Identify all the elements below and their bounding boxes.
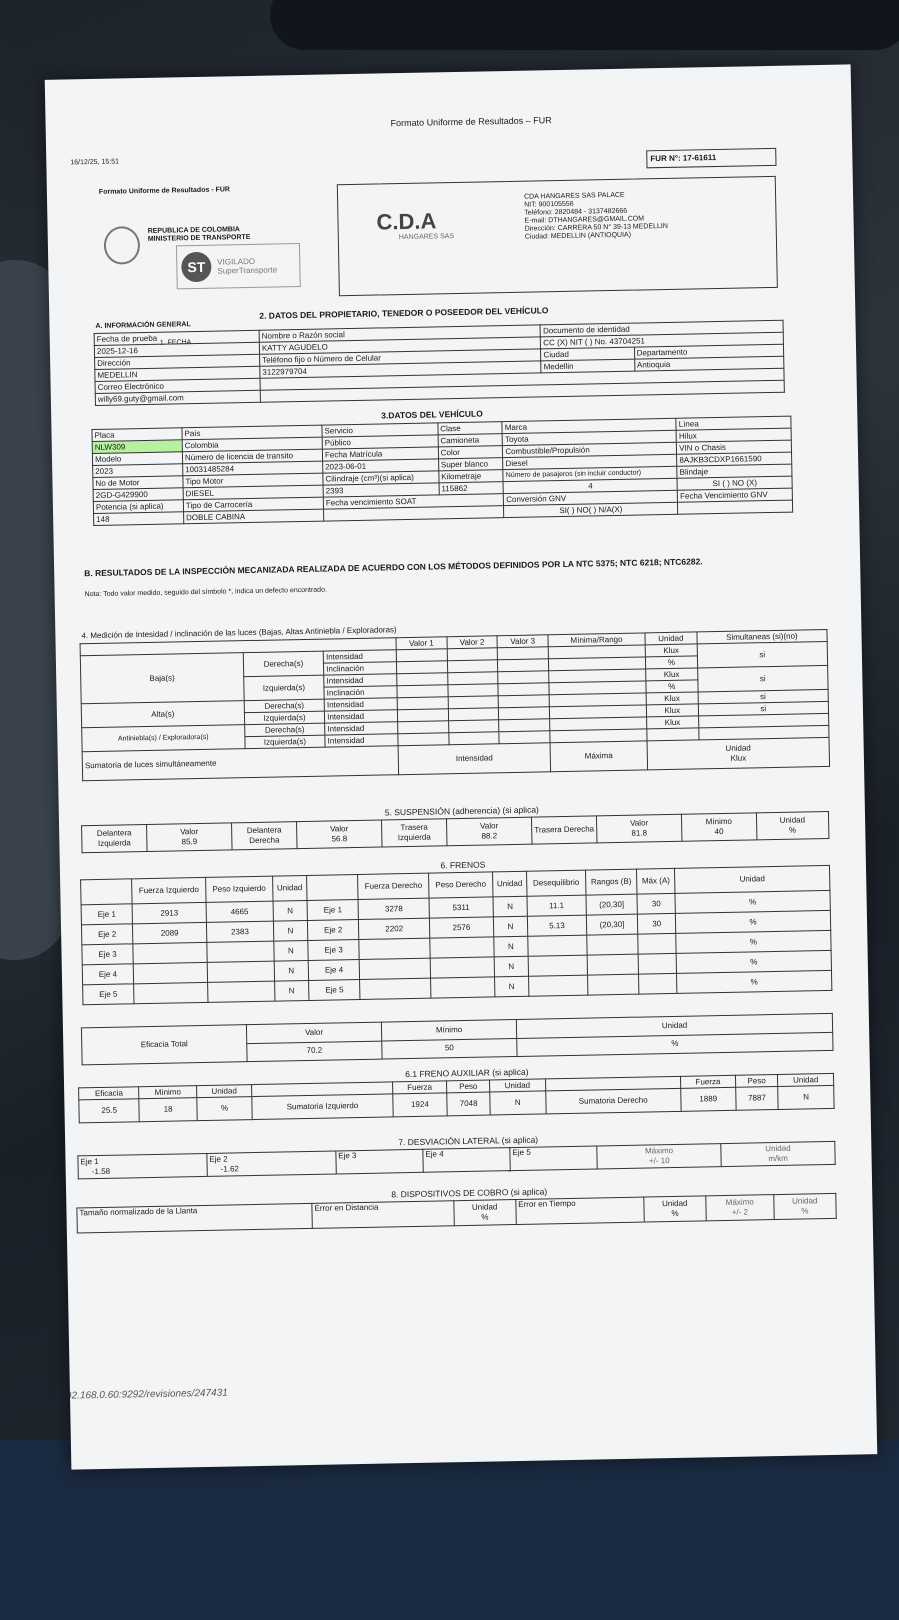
blank-cell <box>307 875 358 901</box>
aux-unidad-label: Unidad <box>778 1073 834 1086</box>
frenos-cell-eje: Eje 5 <box>83 984 134 1005</box>
gnv-label: Conversión GNV <box>504 490 678 505</box>
max-header: Máx (A) <box>637 868 675 894</box>
aux-n-der: N <box>778 1085 834 1109</box>
st-logo-icon <box>181 252 212 283</box>
desv-eje2 <box>207 1151 336 1176</box>
fuerza-der-value: 1889 <box>681 1087 736 1111</box>
valor-text: 81.8 <box>631 828 648 838</box>
frenos-cell-u2: N <box>493 916 528 937</box>
frenos-cell-eje2: Eje 5 <box>309 979 360 1000</box>
frenos-cell-u2: N <box>493 936 528 957</box>
unit-klux: Klux <box>646 692 698 705</box>
desv-maximo <box>597 1144 721 1169</box>
maximo-text: +/- 2 <box>731 1207 749 1217</box>
sum-klux-text: Klux <box>730 753 747 763</box>
frenos-cell-max <box>638 953 676 974</box>
sum-unidad-label <box>647 737 830 769</box>
frenos-cell-u2: N <box>494 976 529 997</box>
carroceria-value: DOBLE CABINA <box>183 509 323 524</box>
soat-label: Fecha vencimiento SOAT <box>323 494 504 509</box>
unidad-header: Unidad <box>272 875 307 901</box>
owner-section-title: 2. DATOS DEL PROPIETARIO, TENEDOR O POSEEDOR DEL VEHÍCULO <box>259 305 549 321</box>
frenos-cell-fd <box>359 938 430 959</box>
unidad-label: Unidad <box>791 1196 818 1206</box>
frenos-cell-pi: 4665 <box>206 901 273 922</box>
llanta-label: Tamaño normalizado de la Llanta <box>77 1203 312 1233</box>
frenos-cell-deseq: 5.13 <box>528 915 587 936</box>
luces-title: 4. Medición de Intesidad / inclinación de las luces (Bajas, Altas Antiniebla / Exploradoras) <box>81 625 397 641</box>
unidad-label: Unidad <box>662 1198 688 1209</box>
departamento-value: Antioquia <box>634 356 784 371</box>
frenos-table <box>80 865 832 1005</box>
altas-label: Alta(s) <box>81 701 244 728</box>
eje1-value: -1.58 <box>91 1166 111 1177</box>
unit-klux: Klux <box>645 644 697 657</box>
bajas-izquierda-label: Izquierda(s) <box>243 675 324 701</box>
suspension-unidad <box>756 811 829 839</box>
frenos-cell-deseq <box>529 975 588 996</box>
frenos-cell-pd <box>430 937 494 958</box>
eficacia-minimo-label: Mínimo <box>381 1019 516 1040</box>
tiempo-label: Error en Tiempo <box>516 1197 644 1224</box>
unit-pct: % <box>645 656 697 669</box>
unidad-text: m/km <box>768 1153 788 1164</box>
eje2-value: -1.62 <box>220 1164 240 1174</box>
print-date: 16/12/25, 15:51 <box>70 158 120 167</box>
fecha-section-title: 1. FECHA <box>159 339 192 347</box>
frenos-cell-u1: N <box>273 920 308 941</box>
combustible-value: Diesel <box>503 454 677 469</box>
dispositivos-title: 8. DISPOSITIVOS DE COBRO (si aplica) <box>391 1186 548 1200</box>
frenos-cell-pi: 2383 <box>207 921 274 942</box>
aux-unidad-value: % <box>196 1097 252 1121</box>
antiniebla-derecha-label: Derecha(s) <box>244 723 325 737</box>
unidad-text: % <box>801 1206 809 1216</box>
distancia-unidad <box>453 1200 516 1226</box>
aux-minimo-value: 18 <box>139 1098 197 1122</box>
delantera-izq-value <box>147 823 233 852</box>
supertransporte-logo <box>176 243 301 289</box>
frenos-cell-rango <box>586 934 638 955</box>
blindaje-label: Blindaje <box>677 464 792 478</box>
matricula-value: 2023-06-01 <box>323 459 439 473</box>
desv-unidad <box>721 1141 835 1166</box>
matricula-label: Fecha Matrícula <box>322 447 438 461</box>
cda-logo: C.D.A <box>376 208 437 235</box>
unidad-label: Unidad <box>471 1202 498 1212</box>
frenos-cell-eje: Eje 3 <box>82 944 133 965</box>
section-a-title: A. INFORMACIÓN GENERAL <box>95 321 191 330</box>
vehicle-section-title: 3.DATOS DEL VEHÍCULO <box>381 408 483 421</box>
dispositivos-maximo <box>706 1195 774 1221</box>
fur-number-box <box>646 148 776 168</box>
valor-label: Valor <box>629 818 649 828</box>
frenos-cell-rango <box>587 954 639 975</box>
documento-label: Documento de identidad <box>540 320 783 337</box>
sum-intensidad-label: Intensidad <box>398 743 550 775</box>
section-b-title: B. RESULTADOS DE LA INSPECCIÓN MECANIZADA REALIZADA DE ACUERDO CON LOS MÉTODOS DEFINIDOS POR LA NTC 5375; NTC 6218; NTC6282. <box>84 556 703 579</box>
cda-nit: NIT: 900105556 <box>524 200 574 209</box>
maximo-label: Máximo <box>725 1197 754 1207</box>
nombre-label: Nombre o Razón social <box>259 325 541 342</box>
linea-value: Hilux <box>676 428 791 442</box>
eficacia-total-table <box>81 1013 834 1065</box>
republica-text: REPUBLICA DE COLOMBIA <box>147 226 241 235</box>
trasera-der-value <box>596 814 682 843</box>
frenos-cell-max: 30 <box>638 913 676 934</box>
unit-klux: Klux <box>647 716 699 729</box>
frenos-cell-unidad: % <box>676 950 831 973</box>
valor-text: 88.2 <box>481 831 498 841</box>
eficacia-valor: 70.2 <box>247 1041 382 1062</box>
intensidad-label: Intensidad <box>325 734 398 747</box>
placa-value: NLW309 <box>92 440 182 454</box>
desequilibrio-header: Desequilibrio <box>527 870 586 896</box>
intensidad-label: Intensidad <box>325 722 398 735</box>
linea-label: Línea <box>676 416 791 430</box>
frenos-cell-rango <box>587 974 639 995</box>
valor-text: 85.9 <box>181 837 198 847</box>
aux-peso-label: Peso <box>447 1080 490 1093</box>
eje1-label: Eje 1 <box>80 1157 99 1167</box>
tipo-motor-label: Tipo Motor <box>183 473 323 488</box>
bajas-label: Baja(s) <box>80 653 244 704</box>
desv-eje4: Eje 4 <box>423 1148 511 1173</box>
altas-derecha-label: Derecha(s) <box>244 699 325 713</box>
frenos-cell-eje2: Eje 1 <box>307 899 358 920</box>
unidad-text: % <box>788 825 797 835</box>
frenos-cell-fi: 2089 <box>132 922 206 943</box>
frenos-cell-max: 30 <box>637 893 675 914</box>
modelo-label: Modelo <box>92 452 182 466</box>
frenos-cell-deseq: 11.1 <box>527 895 586 916</box>
intensidad-label: Intensidad <box>325 710 398 723</box>
frenos-rows <box>81 890 832 1004</box>
frenos-cell-eje2: Eje 3 <box>308 939 359 960</box>
frenos-cell-u1: N <box>273 940 308 961</box>
frenos-cell-fd <box>360 978 431 999</box>
frenos-cell-eje: Eje 2 <box>81 924 132 945</box>
pais-value: Colombia <box>182 437 322 452</box>
frenos-cell-u2: N <box>493 896 528 917</box>
frenos-cell-deseq <box>528 935 587 956</box>
kilometraje-label: Kilometraje <box>439 470 504 483</box>
tiempo-unidad <box>644 1196 707 1222</box>
frenos-cell-rango: (20,30] <box>586 914 638 935</box>
frenos-cell-pd: 2576 <box>430 917 494 938</box>
potencia-label: Potencia (si aplica) <box>93 500 183 514</box>
aux-unidad-label: Unidad <box>489 1079 545 1092</box>
licencia-label: Número de licencia de transito <box>182 449 322 464</box>
cda-telefono: Teléfono: 2820484 - 3137482666 <box>524 207 628 217</box>
clase-value: Camioneta <box>438 434 503 447</box>
frenos-cell-eje2: Eje 2 <box>308 919 359 940</box>
blank-cell <box>323 506 504 521</box>
fecha-prueba-label: Fecha de prueba <box>94 330 259 345</box>
frenos-cell-eje: Eje 4 <box>82 964 133 985</box>
marca-value: Toyota <box>502 430 676 445</box>
clase-label: Clase <box>438 422 503 435</box>
vehicle-table <box>91 416 793 526</box>
document-title: Formato Uniforme de Resultados – FUR <box>390 115 552 129</box>
peso-izq-header: Peso Izquierdo <box>206 876 273 902</box>
unidad-header: Unidad <box>645 632 697 645</box>
frenos-cell-unidad: % <box>675 890 830 913</box>
eficacia-unidad: % <box>517 1032 833 1057</box>
blindaje-value: SI ( ) NO (X) <box>677 476 792 490</box>
cda-ciudad: Ciudad: MEDELLIN (ANTIOQUIA) <box>524 231 632 241</box>
marca-label: Marca <box>502 418 676 433</box>
section-b-note: Nota: Todo valor medido, seguido del símbolo *, indica un defecto encontrado. <box>84 586 327 599</box>
auxiliar-title: 6.1 FRENO AUXILIAR (si aplica) <box>405 1066 529 1080</box>
eficacia-unidad-label: Unidad <box>516 1013 832 1038</box>
colombia-seal-logo <box>104 226 141 265</box>
color-value: Super blanco <box>438 458 503 471</box>
valor3-header: Valor 3 <box>497 635 548 648</box>
intensidad-label: Intensidad <box>324 674 397 687</box>
servicio-value: Público <box>322 435 438 449</box>
intensidad-label: Intensidad <box>324 698 397 711</box>
frenos-cell-max <box>639 973 677 994</box>
frenos-cell-pd: 5311 <box>429 897 493 918</box>
frenos-cell-unidad: % <box>676 930 831 953</box>
direccion-value: MEDELLIN <box>95 366 260 381</box>
fuerza-izq-header: Fuerza Izquierdo <box>132 877 207 903</box>
trasera-der-label: Trasera Derecha <box>531 816 597 844</box>
valor2-header: Valor 2 <box>447 636 498 649</box>
telefono-label: Teléfono fijo o Número de Celular <box>260 349 542 366</box>
unit-klux: Klux <box>646 668 698 681</box>
correo-value: willy69.guty@gmail.com <box>95 390 260 405</box>
frenos-cell-u1: N <box>274 980 309 1001</box>
telefono-value: 3122979704 <box>260 361 542 378</box>
pasajeros-value: 4 <box>503 478 677 493</box>
gnv-vencimiento-label: Fecha Vencimiento GNV <box>677 488 792 502</box>
suspension-title: 5. SUSPENSIÓN (adherencia) (si aplica) <box>384 804 539 818</box>
frenos-cell-eje: Eje 1 <box>81 904 132 925</box>
aux-fuerza-label: Fuerza <box>392 1081 447 1094</box>
unit-pct: % <box>646 680 698 693</box>
frenos-title: 6. FRENOS <box>440 859 486 871</box>
peso-der-header: Peso Derecho <box>429 872 493 898</box>
peso-der-value: 7887 <box>735 1086 778 1110</box>
aux-eficacia-label: Eficacia <box>79 1087 140 1100</box>
servicio-label: Servicio <box>322 423 438 437</box>
vin-label: VIN o Chasis <box>677 440 792 454</box>
frenos-cell-u1: N <box>274 960 309 981</box>
sum-unidad-text: Unidad <box>725 743 751 753</box>
simult-si: si <box>697 665 828 691</box>
simult-si: si <box>698 701 829 716</box>
maximo-label: Máximo <box>644 1146 674 1156</box>
trasera-izq-value <box>446 817 532 846</box>
delantera-der-label: Delantera Derecha <box>232 822 298 850</box>
color-label: Color <box>438 446 503 459</box>
vin-value: 8AJKB3CDXP1661590 <box>677 452 792 466</box>
unidad-header: Unidad <box>492 871 527 897</box>
frenos-cell-fd: 3278 <box>358 898 429 919</box>
licencia-value: 10031485284 <box>183 461 323 476</box>
correo-label: Correo Electrónico <box>95 378 260 393</box>
inclinacion-label: Inclinación <box>324 686 397 699</box>
frenos-cell-fi <box>133 962 207 983</box>
unit-klux: Klux <box>646 704 698 717</box>
direccion-label: Dirección <box>95 354 260 369</box>
valor-text: 56.8 <box>331 834 348 844</box>
ciudad-value: Medellin <box>541 359 634 373</box>
trasera-izq-label: Trasera Izquierda <box>382 819 448 847</box>
ciudad-label: Ciudad <box>541 347 634 361</box>
frenos-cell-u2: N <box>494 956 529 977</box>
background-car-interior-top <box>270 0 899 50</box>
maximo-text: +/- 10 <box>648 1156 670 1166</box>
sum-der-label: Sumatoria Derecho <box>545 1088 681 1114</box>
vigilado-text: VIGILADO <box>217 256 256 267</box>
motor-no-value: 2GD-G429900 <box>93 488 183 502</box>
ministerio-text: MINISTERIO DE TRANSPORTE <box>147 233 251 243</box>
frenos-cell-unidad: % <box>675 910 830 933</box>
valor1-header: Valor 1 <box>396 637 447 650</box>
pasajeros-label: Número de pasajeros (sin incluir conductor) <box>503 466 677 481</box>
fur-number: FUR N°: 17-61611 <box>650 152 717 164</box>
minimo-label: Mínimo <box>705 816 733 827</box>
antiniebla-izquierda-label: Izquierda(s) <box>245 735 326 749</box>
cilindraje-value: 2393 <box>323 483 439 497</box>
peso-izq-value: 7048 <box>447 1092 490 1116</box>
minimo-header: Mínima/Rango <box>548 633 645 647</box>
fecha-prueba-value: 2025-12-16 <box>94 342 259 357</box>
aux-n-izq: N <box>490 1091 546 1115</box>
frenos-cell-pd <box>431 977 495 998</box>
frenos-cell-fd <box>359 958 430 979</box>
eficacia-valor-label: Valor <box>246 1022 381 1043</box>
aux-unidad-label: Unidad <box>196 1085 252 1098</box>
frenos-cell-pi <box>208 981 275 1002</box>
simultaneas-header: Simultaneas (si)(no) <box>697 629 828 644</box>
valor-label: Valor <box>480 821 499 831</box>
simult-si: si <box>698 689 829 704</box>
frenos-cell-pi <box>207 961 274 982</box>
luces-table <box>80 629 831 781</box>
distancia-label: Error en Distancia <box>312 1201 454 1229</box>
document-page <box>45 64 878 1469</box>
fuerza-izq-value: 1924 <box>392 1093 447 1117</box>
dispositivos-unidad <box>773 1193 836 1219</box>
frenos-cell-u1: N <box>273 900 308 921</box>
cilindraje-label: Cilindraje (cm³)(si aplica) <box>323 471 439 485</box>
kilometraje-value: 115862 <box>439 482 504 495</box>
aux-fuerza-label: Fuerza <box>680 1075 735 1088</box>
rangos-header: Rangos (B) <box>585 869 637 895</box>
cda-direccion: Dirección: CARRERA 50 N° 39-13 MEDELLIN <box>524 222 668 233</box>
frenos-cell-fi <box>134 982 208 1003</box>
sum-maxima-label: Máxima <box>550 741 648 772</box>
pais-label: País <box>182 425 322 440</box>
eficacia-minimo: 50 <box>382 1038 517 1059</box>
frenos-cell-deseq <box>528 955 587 976</box>
desviacion-title: 7. DESVIACIÓN LATERAL (si aplica) <box>398 1134 539 1148</box>
modelo-value: 2023 <box>93 464 183 478</box>
simult-si: si <box>697 641 828 667</box>
carroceria-label: Tipo de Carrocería <box>183 497 323 512</box>
cda-name: CDA HANGARES SAS PALACE <box>524 191 625 201</box>
combustible-label: Combustible/Propulsión <box>503 442 677 457</box>
unidad-text: % <box>671 1208 679 1219</box>
desv-eje5: Eje 5 <box>510 1146 598 1171</box>
minimo-text: 40 <box>714 826 724 837</box>
aux-eficacia-value: 25.5 <box>79 1099 140 1123</box>
unidad-header: Unidad <box>674 865 829 893</box>
desv-eje1 <box>78 1153 207 1178</box>
unidad-label: Unidad <box>779 815 806 825</box>
frenos-cell-fi: 2913 <box>132 902 206 923</box>
intensidad-label: Intensidad <box>323 650 396 663</box>
st-logo-text: ST <box>187 258 206 276</box>
delantera-izq-label: Delantera Izquierda <box>82 825 148 853</box>
aux-minimo-label: Mínimo <box>139 1086 196 1099</box>
valor-label: Valor <box>330 824 349 834</box>
frenos-cell-eje2: Eje 4 <box>308 959 359 980</box>
fuerza-der-header: Fuerza Derecho <box>358 873 429 899</box>
unidad-label: Unidad <box>765 1143 791 1154</box>
altas-izquierda-label: Izquierda(s) <box>244 711 325 725</box>
motor-no-label: No de Motor <box>93 476 183 490</box>
sumatoria-label: Sumatoria de luces simultáneamente <box>82 746 398 781</box>
documento-value: CC (X) NIT ( ) No. 43704251 <box>541 332 784 349</box>
antiniebla-label: Antiniebla(s) / Exploradora(s) <box>82 725 245 752</box>
placa-label: Placa <box>92 428 182 442</box>
blank-cell <box>678 500 793 514</box>
cda-logo-sub: HANGARES SAS <box>398 233 455 242</box>
eje2-label: Eje 2 <box>209 1154 228 1164</box>
nombre-value: KATTY AGUDELO <box>259 337 541 354</box>
valor-label: Valor <box>180 827 199 837</box>
document-subtitle: Formato Uniforme de Resultados - FUR <box>98 186 231 196</box>
frenos-cell-rango: (20,30] <box>586 894 638 915</box>
eficacia-total-label: Eficacia Total <box>81 1025 247 1065</box>
desv-eje3: Eje 3 <box>336 1149 424 1174</box>
cda-email: E-mail: DTHANGARES@GMAIL.COM <box>524 215 645 225</box>
frenos-cell-fi <box>133 942 207 963</box>
frenos-cell-pd <box>430 957 494 978</box>
frenos-cell-fd: 2202 <box>359 918 430 939</box>
frenos-cell-pi <box>207 941 274 962</box>
cda-info-box <box>337 176 778 296</box>
general-info-table <box>94 320 785 406</box>
delantera-der-value <box>297 820 383 849</box>
page-url: 92.168.0.60:9292/revisiones/247431 <box>65 1387 228 1402</box>
potencia-value: 148 <box>94 512 184 526</box>
unidad-text: % <box>481 1212 489 1222</box>
departamento-label: Departamento <box>634 344 784 359</box>
suspension-minimo <box>681 813 756 841</box>
inclinacion-label: Inclinación <box>324 662 397 675</box>
sum-izq-label: Sumatoria Izquierdo <box>252 1094 393 1120</box>
blank-cell <box>81 879 132 905</box>
gnv-value: SI( ) NO( ) N/A(X) <box>504 502 678 517</box>
bajas-derecha-label: Derecha(s) <box>243 651 324 677</box>
tipo-motor-value: DIESEL <box>183 485 323 500</box>
frenos-cell-max <box>638 933 676 954</box>
supertransporte-text: SuperTransporte <box>217 265 278 276</box>
aux-peso-label: Peso <box>735 1074 778 1087</box>
frenos-cell-unidad: % <box>677 970 832 993</box>
